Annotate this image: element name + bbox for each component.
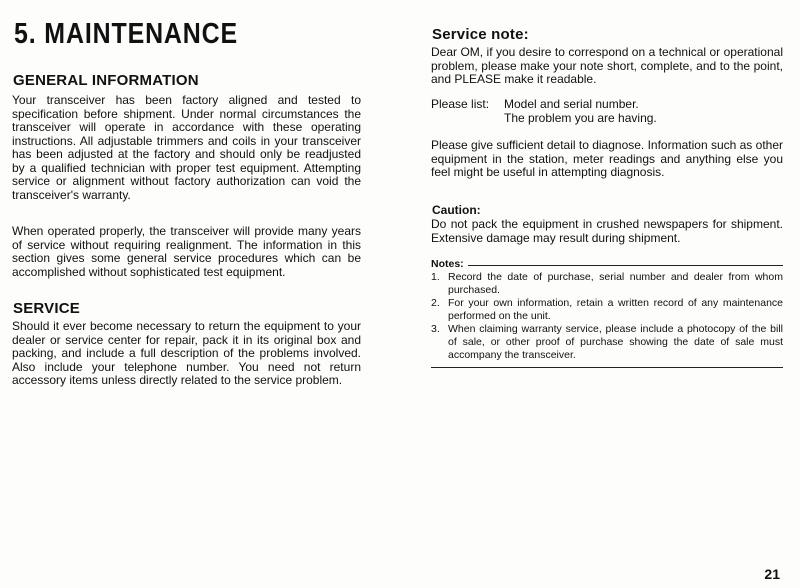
note-text: Record the date of purchase, serial number and dealer from whom purchased. [448, 271, 783, 296]
please-list-item-1: Model and serial number. [504, 97, 639, 111]
notes-heading: Notes: [431, 258, 464, 270]
please-list-row-2 [431, 112, 783, 126]
please-list [431, 98, 783, 125]
caution-heading: Caution: [432, 203, 481, 217]
notes-section [431, 258, 783, 368]
note-item [431, 297, 783, 323]
note-item [431, 271, 783, 297]
note-item [431, 323, 783, 362]
note-number: 1. [431, 271, 440, 283]
general-information-paragraph-2: When operated properly, the transceiver will provide many years of service without requiring realignment. The information in this section gives some general service procedures which can be accomplished without sophisticated test equipment. [12, 224, 361, 279]
service-note-detail: Please give sufficient detail to diagnose. Information such as other equipment in the station, meter readings and anything else you feel might be useful in attempting diagnosis. [431, 138, 783, 179]
note-number: 3. [431, 323, 440, 335]
chapter-title: 5. MAINTENANCE [14, 18, 239, 50]
note-text: For your own information, retain a written record of any maintenance performed on the unit. [448, 297, 783, 322]
service-heading: SERVICE [13, 300, 80, 317]
general-information-heading: GENERAL INFORMATION [13, 72, 199, 89]
page-number: 21 [764, 566, 780, 582]
note-number: 2. [431, 297, 440, 309]
general-information-paragraph-1: Your transceiver has been factory aligned and tested to specification before shipment. Under normal circumstances the transceiver will operate in accordance with these operating instructions. All adjustable trimmers and coils in your transceiver has been adjusted at the factory and should only be readjusted by a qualified technician with proper test equipment. Attempting service or alignment without factory authorization can void the transceiver's warranty. [12, 93, 361, 202]
service-note-intro: Dear OM, if you desire to correspond on a technical or operational problem, please make your note short, complete, and to the point, and PLEASE make it readable. [431, 45, 783, 86]
please-list-row-1 [431, 98, 783, 112]
please-list-label: Please list: [431, 97, 490, 111]
service-note-heading: Service note: [432, 26, 529, 43]
note-text: When claiming warranty service, please include a photocopy of the bill of sale, or other proof of purchase showing the date of sale must accompany the transceiver. [448, 323, 783, 361]
caution-text: Do not pack the equipment in crushed newspapers for shipment. Extensive damage may result during shipment. [431, 217, 783, 245]
notes-header [431, 258, 783, 271]
notes-bottom-rule [431, 367, 783, 368]
notes-rule [468, 265, 783, 266]
service-paragraph: Should it ever become necessary to return the equipment to your dealer or service center for repair, pack it in its original box and packing, and include a full description of the problems involved. Also include your telephone number. You need not return accessory items unless directly related to the service problem. [12, 319, 361, 387]
please-list-item-2: The problem you are having. [504, 110, 657, 125]
